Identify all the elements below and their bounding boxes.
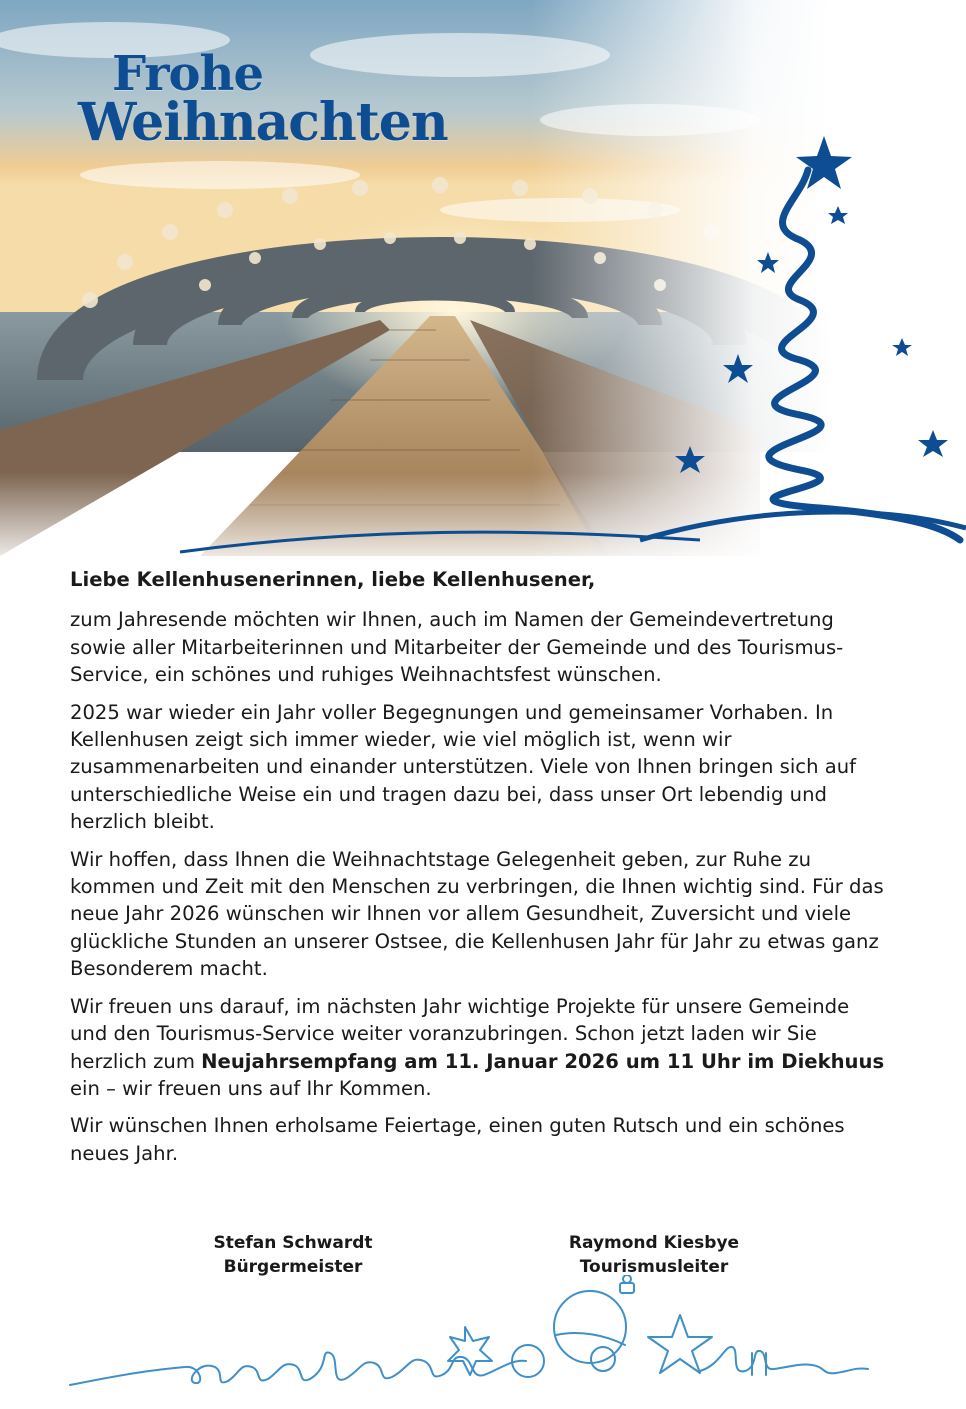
title-line-2: Weihnachten [78, 91, 448, 153]
paragraph-4 [70, 993, 890, 1103]
paragraph-2: 2025 war wieder ein Jahr voller Begegnungen und gemeinsamer Vorhaben. In Kellenhusen zeigt sich immer wieder, wie viel möglich ist, wenn wir zusammenarbeiten und einander unterstützen. Viele von Ihnen bringen sich auf unterschiedliche Weise ein und tragen dazu bei, dass unser Ort lebendig und herzlich bleibt. [70, 700, 857, 834]
new-year-reception-highlight: Neujahrsempfang am 11. Januar 2026 um 11 Uhr im Diekhuus [201, 1049, 885, 1073]
greeting: Liebe Kellenhusenerinnen, liebe Kellenhusener, [70, 568, 596, 591]
paragraph-4-end: ein – wir freuen uns auf Ihr Kommen. [70, 1076, 432, 1100]
page-title [78, 46, 448, 153]
letter-body [70, 566, 890, 1177]
signature-tourism-director [528, 1231, 780, 1279]
paragraph-1: zum Jahresende möchten wir Ihnen, auch im Namen der Gemeindevertretung sowie aller Mitarbeiterinnen und Mitarbeiter der Gemeinde und des Tourismus-Service, ein schönes und ruhiges Weihnachtsfest wünschen. [70, 608, 844, 687]
signature-name: Stefan Schwardt [213, 1233, 373, 1253]
paragraph-4-start: Wir freuen uns darauf, im nächsten Jahr wichtige Projekte für unsere Gemeinde und den Tourismus-Service weiter voranzubringen. Schon jetzt laden wir Sie herzlich zum [70, 994, 850, 1073]
paragraph-3: Wir hoffen, dass Ihnen die Weihnachtstage Gelegenheit geben, zur Ruhe zu kommen und Zeit mit den Menschen zu verbringen, die Ihnen wichtig sind. Für das neue Jahr 2026 wünschen wir Ihnen vor allem Gesundheit, Zuversicht und viele glückliche Stunden an unserer Ostsee, die Kellenhusen Jahr für Jahr zu etwas ganz Besonderem macht. [70, 847, 884, 981]
header-image [0, 0, 966, 556]
ornament-swirl-decoration [0, 1275, 966, 1405]
signature-role: Tourismusleiter [579, 1257, 729, 1277]
signature-name: Raymond Kiesbye [568, 1233, 740, 1253]
title-line-1: Frohe [112, 46, 263, 102]
signature-mayor [168, 1231, 418, 1279]
signature-role: Bürgermeister [223, 1257, 363, 1277]
paragraph-5: Wir wünschen Ihnen erholsame Feiertage, einen guten Rutsch und ein schönes neues Jahr. [70, 1114, 845, 1165]
